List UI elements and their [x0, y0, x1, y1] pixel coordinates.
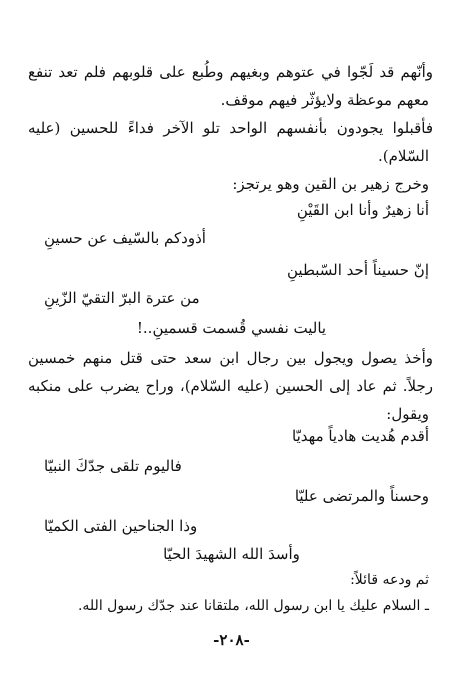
verse-3: إنّ حسيناً أحد السّبطينِ	[287, 261, 429, 279]
verse-6: أقدم هُديت هادياً مهديّا	[292, 427, 429, 445]
verse-7: فاليوم تلقى جدّكَ النبيّا	[44, 457, 182, 475]
text-line-3: فأقبلوا يجودون بأنفسهم الواحد تلو الآخر فداءً للحسين (عليه	[28, 119, 433, 137]
text-line-9: ثم ودعه قائلاً:	[350, 572, 429, 588]
text-line-2: معهم موعظة ولايؤثّر فيهم موقف.	[220, 91, 429, 109]
text-line-10: ـ السلام عليك يا ابن رسول الله، ملتقانا عند جدّك رسول الله.	[77, 598, 429, 614]
text-line-5: وخرج زهير بن القين وهو يرتجز:	[232, 175, 429, 193]
verse-9: وذا الجناحين الفتى الكميّا	[44, 517, 198, 535]
text-line-8: ويقول:	[386, 405, 429, 423]
text-line-1: وأنّهم قد لَجّوا في عتوهم وبغيهم وطُبع على قلوبهم فلم تعد تنفع	[28, 63, 433, 81]
verse-4: من عترة البرّ التقيّ الزّينِ	[44, 289, 200, 307]
verse-1: أنا زهيرٌ وأنا ابن القَيْنِ	[296, 201, 429, 219]
verse-10: وأسدَ الله الشهيدَ الحيّا	[163, 545, 300, 563]
page-number: -٢٠٨-	[213, 631, 250, 649]
text-line-6: وأخذ يصول ويجول بين رجال ابن سعد حتى قتل منهم خمسين	[28, 349, 433, 367]
text-line-4: السّلام).	[378, 147, 429, 165]
verse-8: وحسناً والمرتضى عليّا	[294, 487, 429, 505]
text-line-7: رجلاً. ثم عاد إلى الحسين (عليه السّلام)، وراح يضرب على منكبه	[28, 377, 433, 395]
verse-2: أذودكم بالسّيف عن حسينِ	[44, 229, 206, 247]
verse-5: ياليت نفسي قُسمت قسمينِ..!	[136, 319, 327, 337]
